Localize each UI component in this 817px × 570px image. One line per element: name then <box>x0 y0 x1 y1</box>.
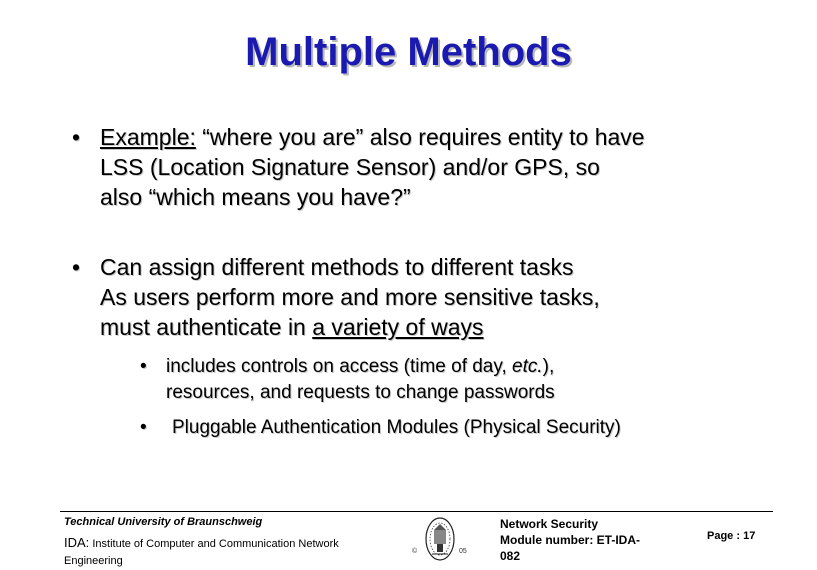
bullet-example-line1 <box>100 122 645 152</box>
page-indicator <box>707 530 755 542</box>
sub-bullet-pam <box>140 415 621 441</box>
sub-bullet-dot: • <box>140 356 147 377</box>
variety-of-ways: a variety of ways <box>312 314 484 340</box>
bullet-assign-line2: As users perform more and more sensitive tasks, <box>100 284 600 310</box>
module-line3: 082 <box>500 549 521 563</box>
footer-institution <box>64 514 339 570</box>
module-line1: Network Security <box>500 517 599 531</box>
bullet-example-line3: also “which means you have?” <box>100 184 411 210</box>
university-seal-icon <box>420 514 460 564</box>
controls-prefix: includes controls on access (time of day, <box>166 356 513 377</box>
sub-controls-line2: resources, and requests to change passwords <box>166 382 555 403</box>
sub-bullet-dot: • <box>140 417 147 438</box>
assign-prefix: must authenticate in <box>100 314 313 340</box>
controls-suffix: ), <box>542 356 555 377</box>
etc-text: etc. <box>512 356 543 377</box>
bullet-assign-methods <box>72 252 600 342</box>
institute-name: Institute of Computer and Communication Network <box>89 538 339 550</box>
institute-line2: Engineering <box>64 555 123 567</box>
bullet-example-line2: LSS (Location Signature Sensor) and/or GPS, so <box>100 154 600 180</box>
example-text: “where you are” also requires entity to have <box>195 124 645 150</box>
footer-divider <box>60 511 773 512</box>
bullet-dot: • <box>72 124 81 150</box>
page-label: Page : <box>707 530 741 542</box>
sub-bullet-controls <box>140 354 555 406</box>
module-line2: Module number: ET-IDA- <box>500 533 640 547</box>
sub-controls-line1 <box>166 354 554 380</box>
slide-title: Multiple Methods <box>245 30 572 74</box>
university-name: Technical University of Braunschweig <box>64 516 263 528</box>
seal-year: 05 <box>459 548 467 555</box>
example-label: Example: <box>100 124 196 150</box>
institute-line1 <box>64 534 339 553</box>
bullet-dot: • <box>72 254 81 280</box>
bullet-assign-line1: Can assign different methods to different tasks <box>100 254 574 280</box>
bullet-example <box>72 122 645 212</box>
sub-pam-text: Pluggable Authentication Modules (Physical Security) <box>172 417 621 438</box>
ida-label: IDA: <box>64 535 90 550</box>
footer-module <box>500 516 675 564</box>
copyright-mark: © <box>412 548 418 555</box>
page-number: 17 <box>743 530 756 542</box>
bullet-assign-line3 <box>72 312 600 342</box>
